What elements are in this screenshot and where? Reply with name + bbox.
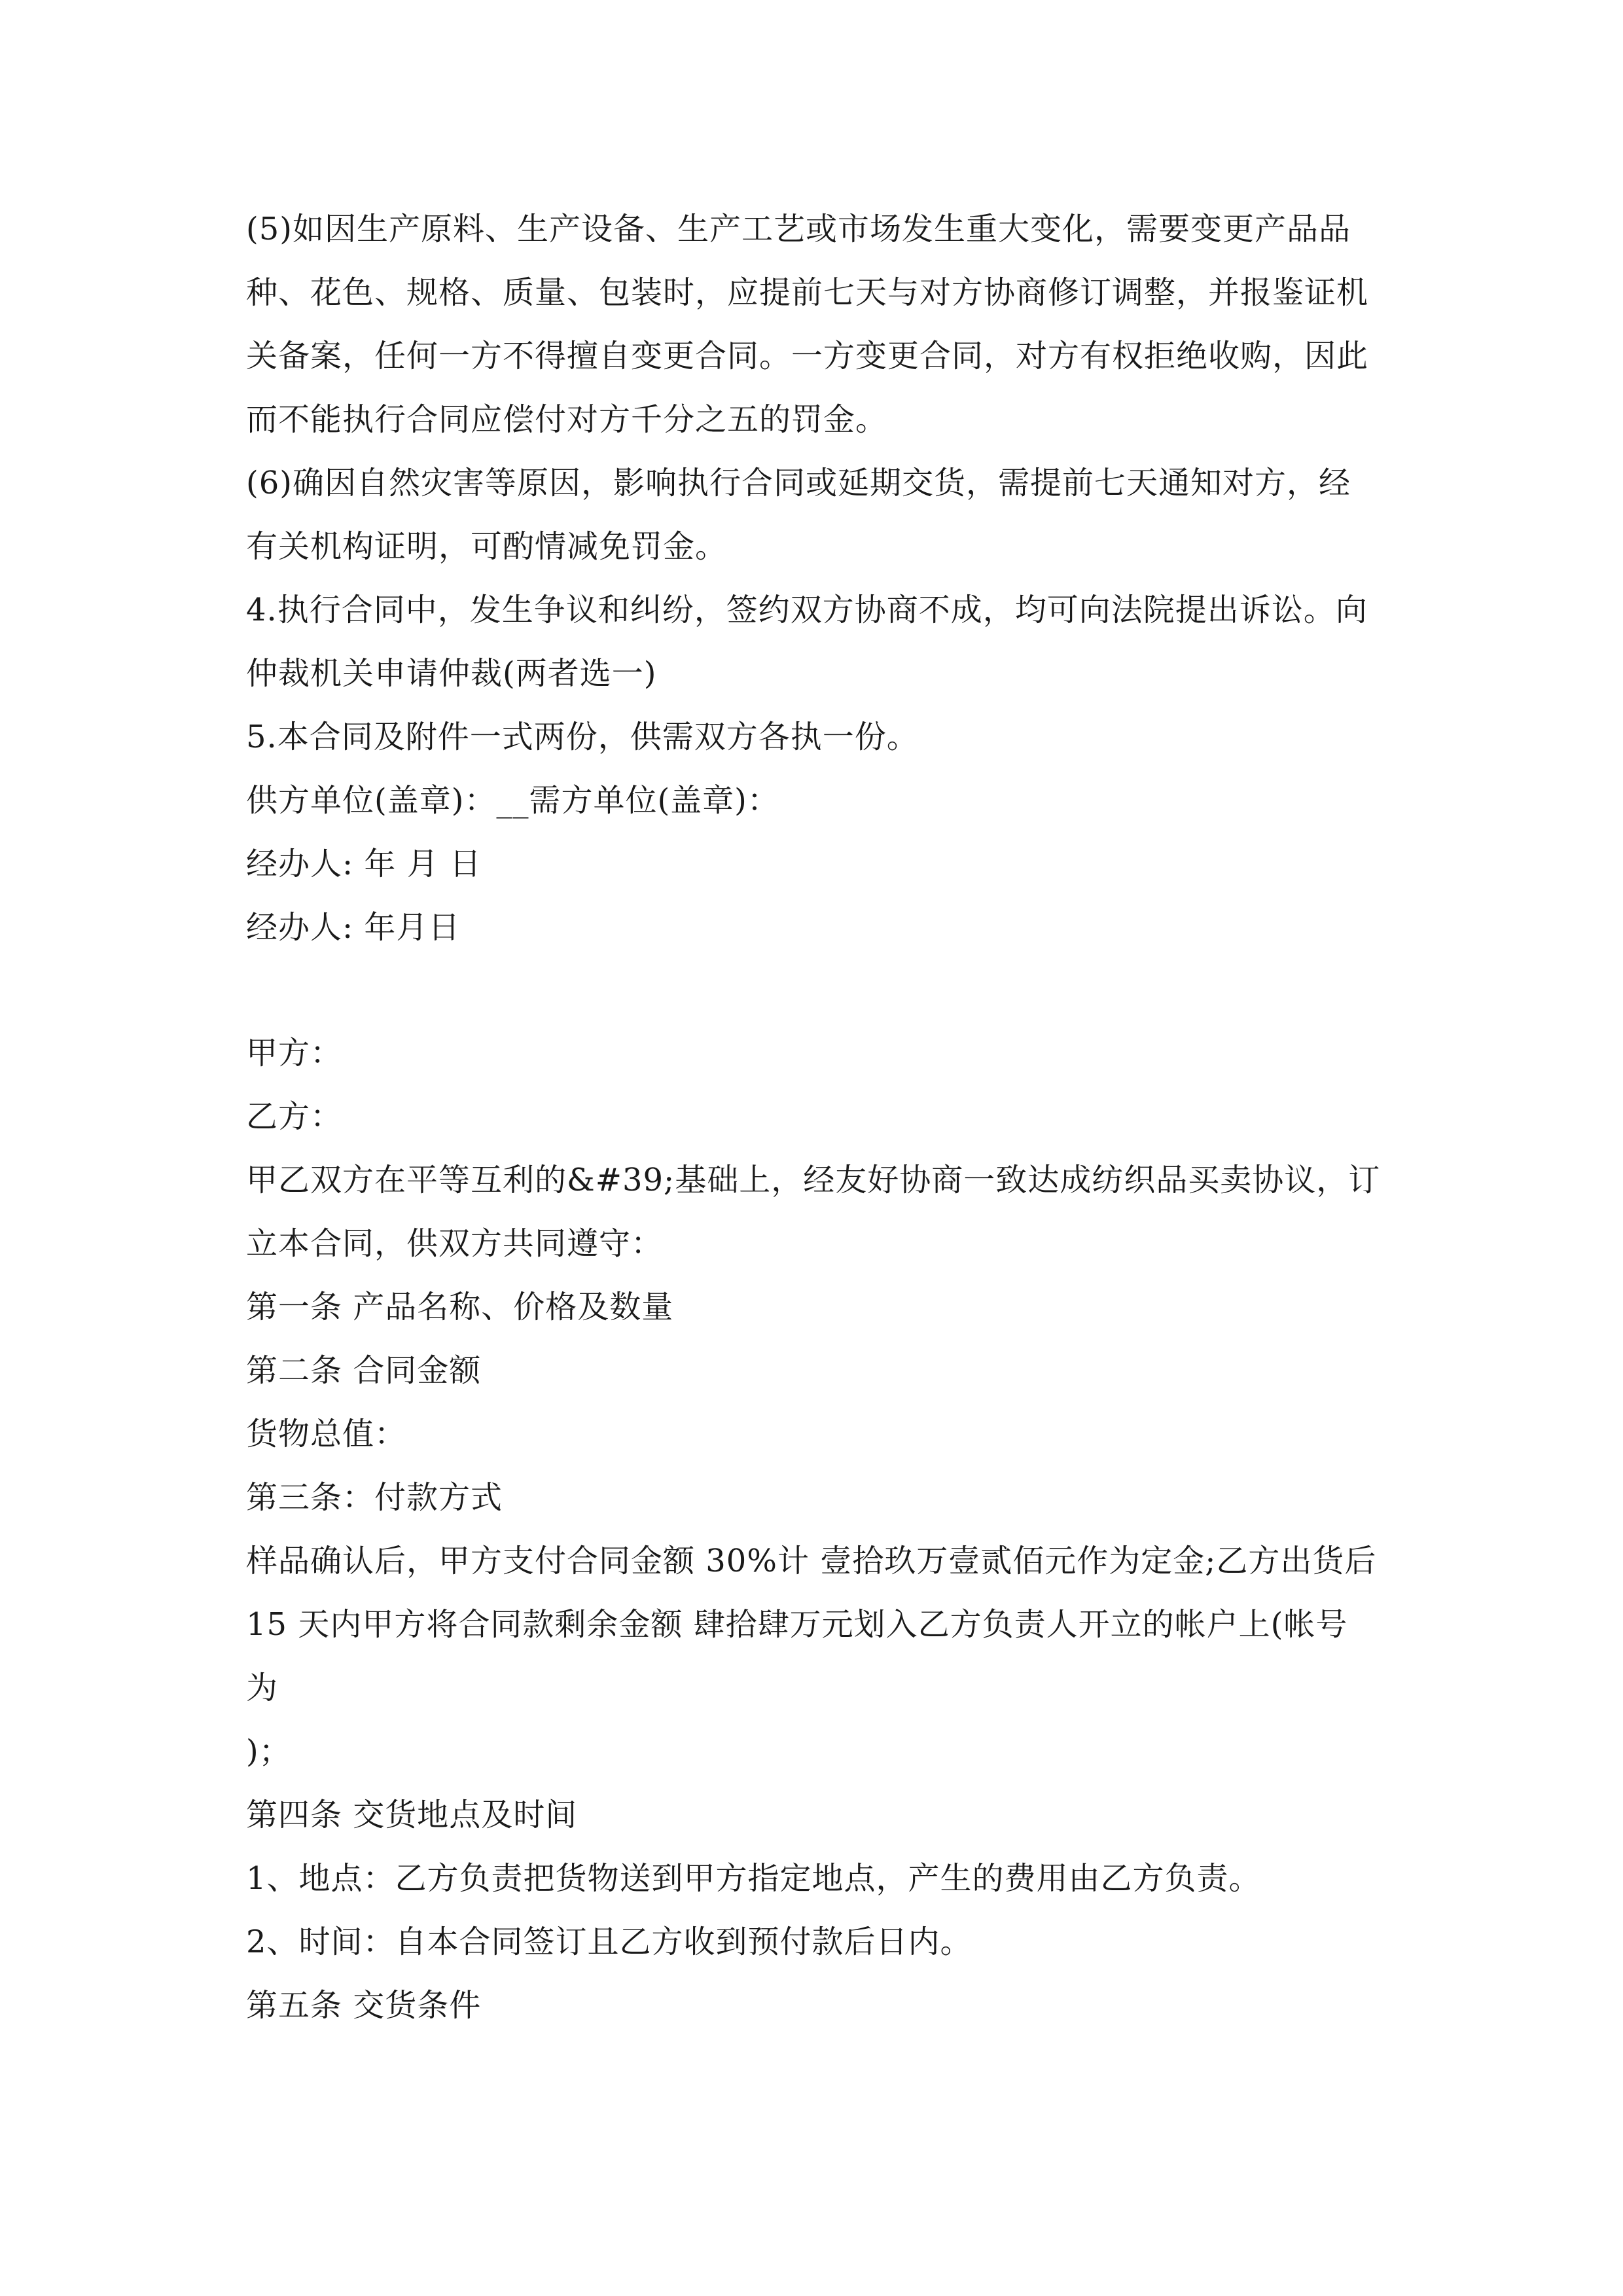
- text-line: 为: [246, 1670, 279, 1706]
- article-heading: 第四条 交货地点及时间: [246, 1797, 578, 1833]
- text-line: 立本合同，供双方共同遵守：: [246, 1225, 664, 1262]
- article-heading: 第二条 合同金额: [246, 1352, 482, 1389]
- text-line: 5.本合同及附件一式两份，供需双方各执一份。: [246, 719, 919, 755]
- text-line: 关备案，任何一方不得擅自变更合同。一方变更合同，对方有权拒绝收购，因此: [246, 338, 1369, 374]
- handler-date-line: 经办人: 年月日: [246, 909, 461, 946]
- text-line: 2、时间：自本合同签订且乙方收到预付款后日内。: [246, 1924, 972, 1960]
- text-line: 15 天内甲方将合同款剩余金额 肆拾肆万元划入乙方负责人开立的帐户上(帐号: [246, 1606, 1348, 1643]
- handler-date-line: 经办人: 年 月 日: [246, 846, 482, 882]
- text-line: 货物总值：: [246, 1416, 407, 1452]
- text-line: (5)如因生产原料、生产设备、生产工艺或市场发生重大变化，需要变更产品品: [246, 211, 1351, 247]
- article-heading: 第一条 产品名称、价格及数量: [246, 1289, 674, 1325]
- text-line: 仲裁机关申请仲裁(两者选一): [246, 655, 657, 692]
- text-line: 有关机构证明，可酌情减免罚金。: [246, 528, 728, 565]
- text-line: 1、地点：乙方负责把货物送到甲方指定地点，产生的费用由乙方负责。: [246, 1860, 1261, 1897]
- signature-line: 供方单位(盖章)：__需方单位(盖章)：: [246, 782, 779, 819]
- text-line: (6)确因自然灾害等原因，影响执行合同或延期交货，需提前七天通知对方，经: [246, 465, 1351, 501]
- text-line: 甲乙双方在平等互利的&#39;基础上，经友好协商一致达成纺织品买卖协议，订: [246, 1162, 1381, 1198]
- text-line: )；: [246, 1733, 291, 1770]
- text-line: 样品确认后，甲方支付合同金额 30%计 壹拾玖万壹贰佰元作为定金;乙方出货后: [246, 1543, 1377, 1579]
- text-line: 而不能执行合同应偿付对方千分之五的罚金。: [246, 401, 888, 438]
- text-line: 4.执行合同中，发生争议和纠纷，签约双方协商不成，均可向法院提出诉讼。向: [246, 592, 1368, 628]
- article-heading: 第三条：付款方式: [246, 1479, 503, 1516]
- article-heading: 第五条 交货条件: [246, 1987, 482, 2024]
- party-b-label: 乙方：: [246, 1098, 343, 1135]
- party-a-label: 甲方：: [246, 1035, 343, 1071]
- text-line: 种、花色、规格、质量、包装时，应提前七天与对方协商修订调整，并报鉴证机: [246, 274, 1369, 311]
